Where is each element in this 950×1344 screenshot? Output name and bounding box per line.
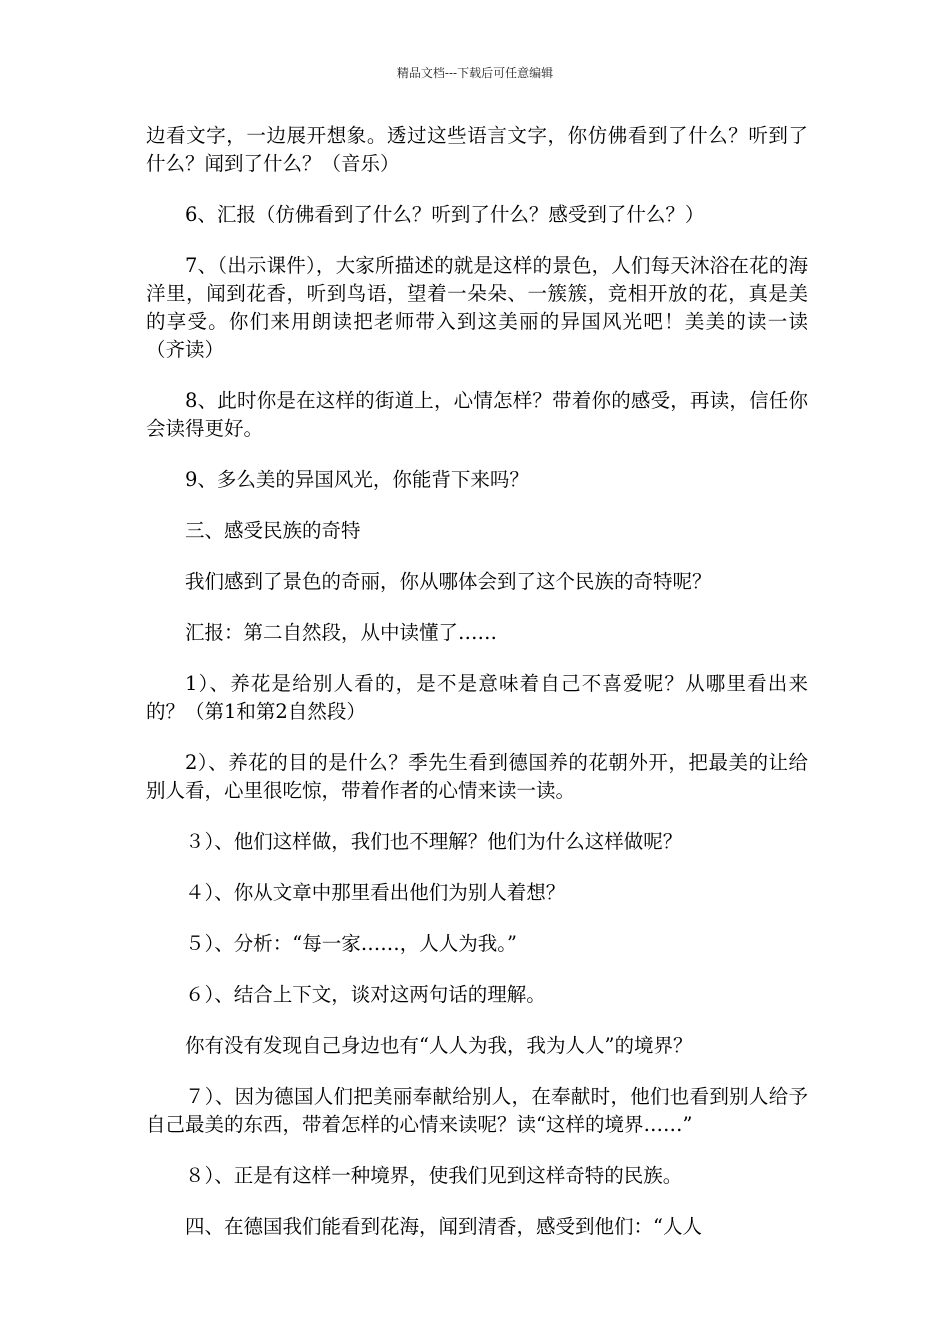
section-heading-4: 四、在德国我们能看到花海，闻到清香，感受到他们：“人人 [185,1215,702,1238]
paragraph-item-6: ６）、结合上下文，谈对这两句话的理解。 [185,983,546,1006]
paragraph-step-7: 7、（出示课件），大家所描述的就是这样的景色，人们每天沐浴在花的海洋里，闻到花香，听到鸟语，望着一朵朵、一簇簇，竞相开放的花，真是美的享受。你们来用朗读把老师带入到这美丽的异国风光吧！美美的读一读（齐读） [146,254,808,361]
paragraph-question: 我们感到了景色的奇丽，你从哪体会到了这个民族的奇特呢？ [185,570,712,593]
paragraph-report: 汇报：第二自然段，从中读懂了…… [185,621,498,644]
paragraph-item-4: ４）、你从文章中那里看出他们为别人着想？ [185,881,566,904]
section-heading-3: 三、感受民族的奇特 [185,519,361,542]
paragraph-continuation: 边看文字，一边展开想象。透过这些语言文字，你仿佛看到了什么？听到了什么？闻到了什么？（音乐） [146,124,808,175]
paragraph-reflection: 你有没有发现自己身边也有“人人为我，我为人人”的境界？ [185,1034,693,1057]
paragraph-item-3: ３）、他们这样做，我们也不理解？他们为什么这样做呢？ [185,830,683,853]
paragraph-item-2: 2）、养花的目的是什么？季先生看到德国养的花朝外开，把最美的让给别人看，心里很吃惊，带着作者的心情来读一读。 [146,751,808,802]
paragraph-step-8: 8、此时你是在这样的街道上，心情怎样？带着你的感受，再读，信任你会读得更好。 [146,389,808,440]
paragraph-item-5: ５）、分析：“每一家……，人人为我。” [185,932,517,955]
page-header: 精品文档---下载后可任意编辑 [396,66,554,80]
paragraph-step-6: 6、汇报（仿佛看到了什么？听到了什么？感受到了什么？） [185,203,705,226]
paragraph-item-8: ８）、正是有这样一种境界，使我们见到这样奇特的民族。 [185,1164,683,1187]
paragraph-item-7: ７）、因为德国人们把美丽奉献给别人，在奉献时，他们也看到别人给予自己最美的东西，带着怎样的心情来读呢？读“这样的境界……” [146,1085,808,1136]
paragraph-item-1: 1）、养花是给别人看的，是不是意味着自己不喜爱呢？从哪里看出来的？（第1和第2自然段） [146,672,808,723]
document-body [146,122,808,1264]
paragraph-step-9: 9、多么美的异国风光，你能背下来吗？ [185,468,529,491]
